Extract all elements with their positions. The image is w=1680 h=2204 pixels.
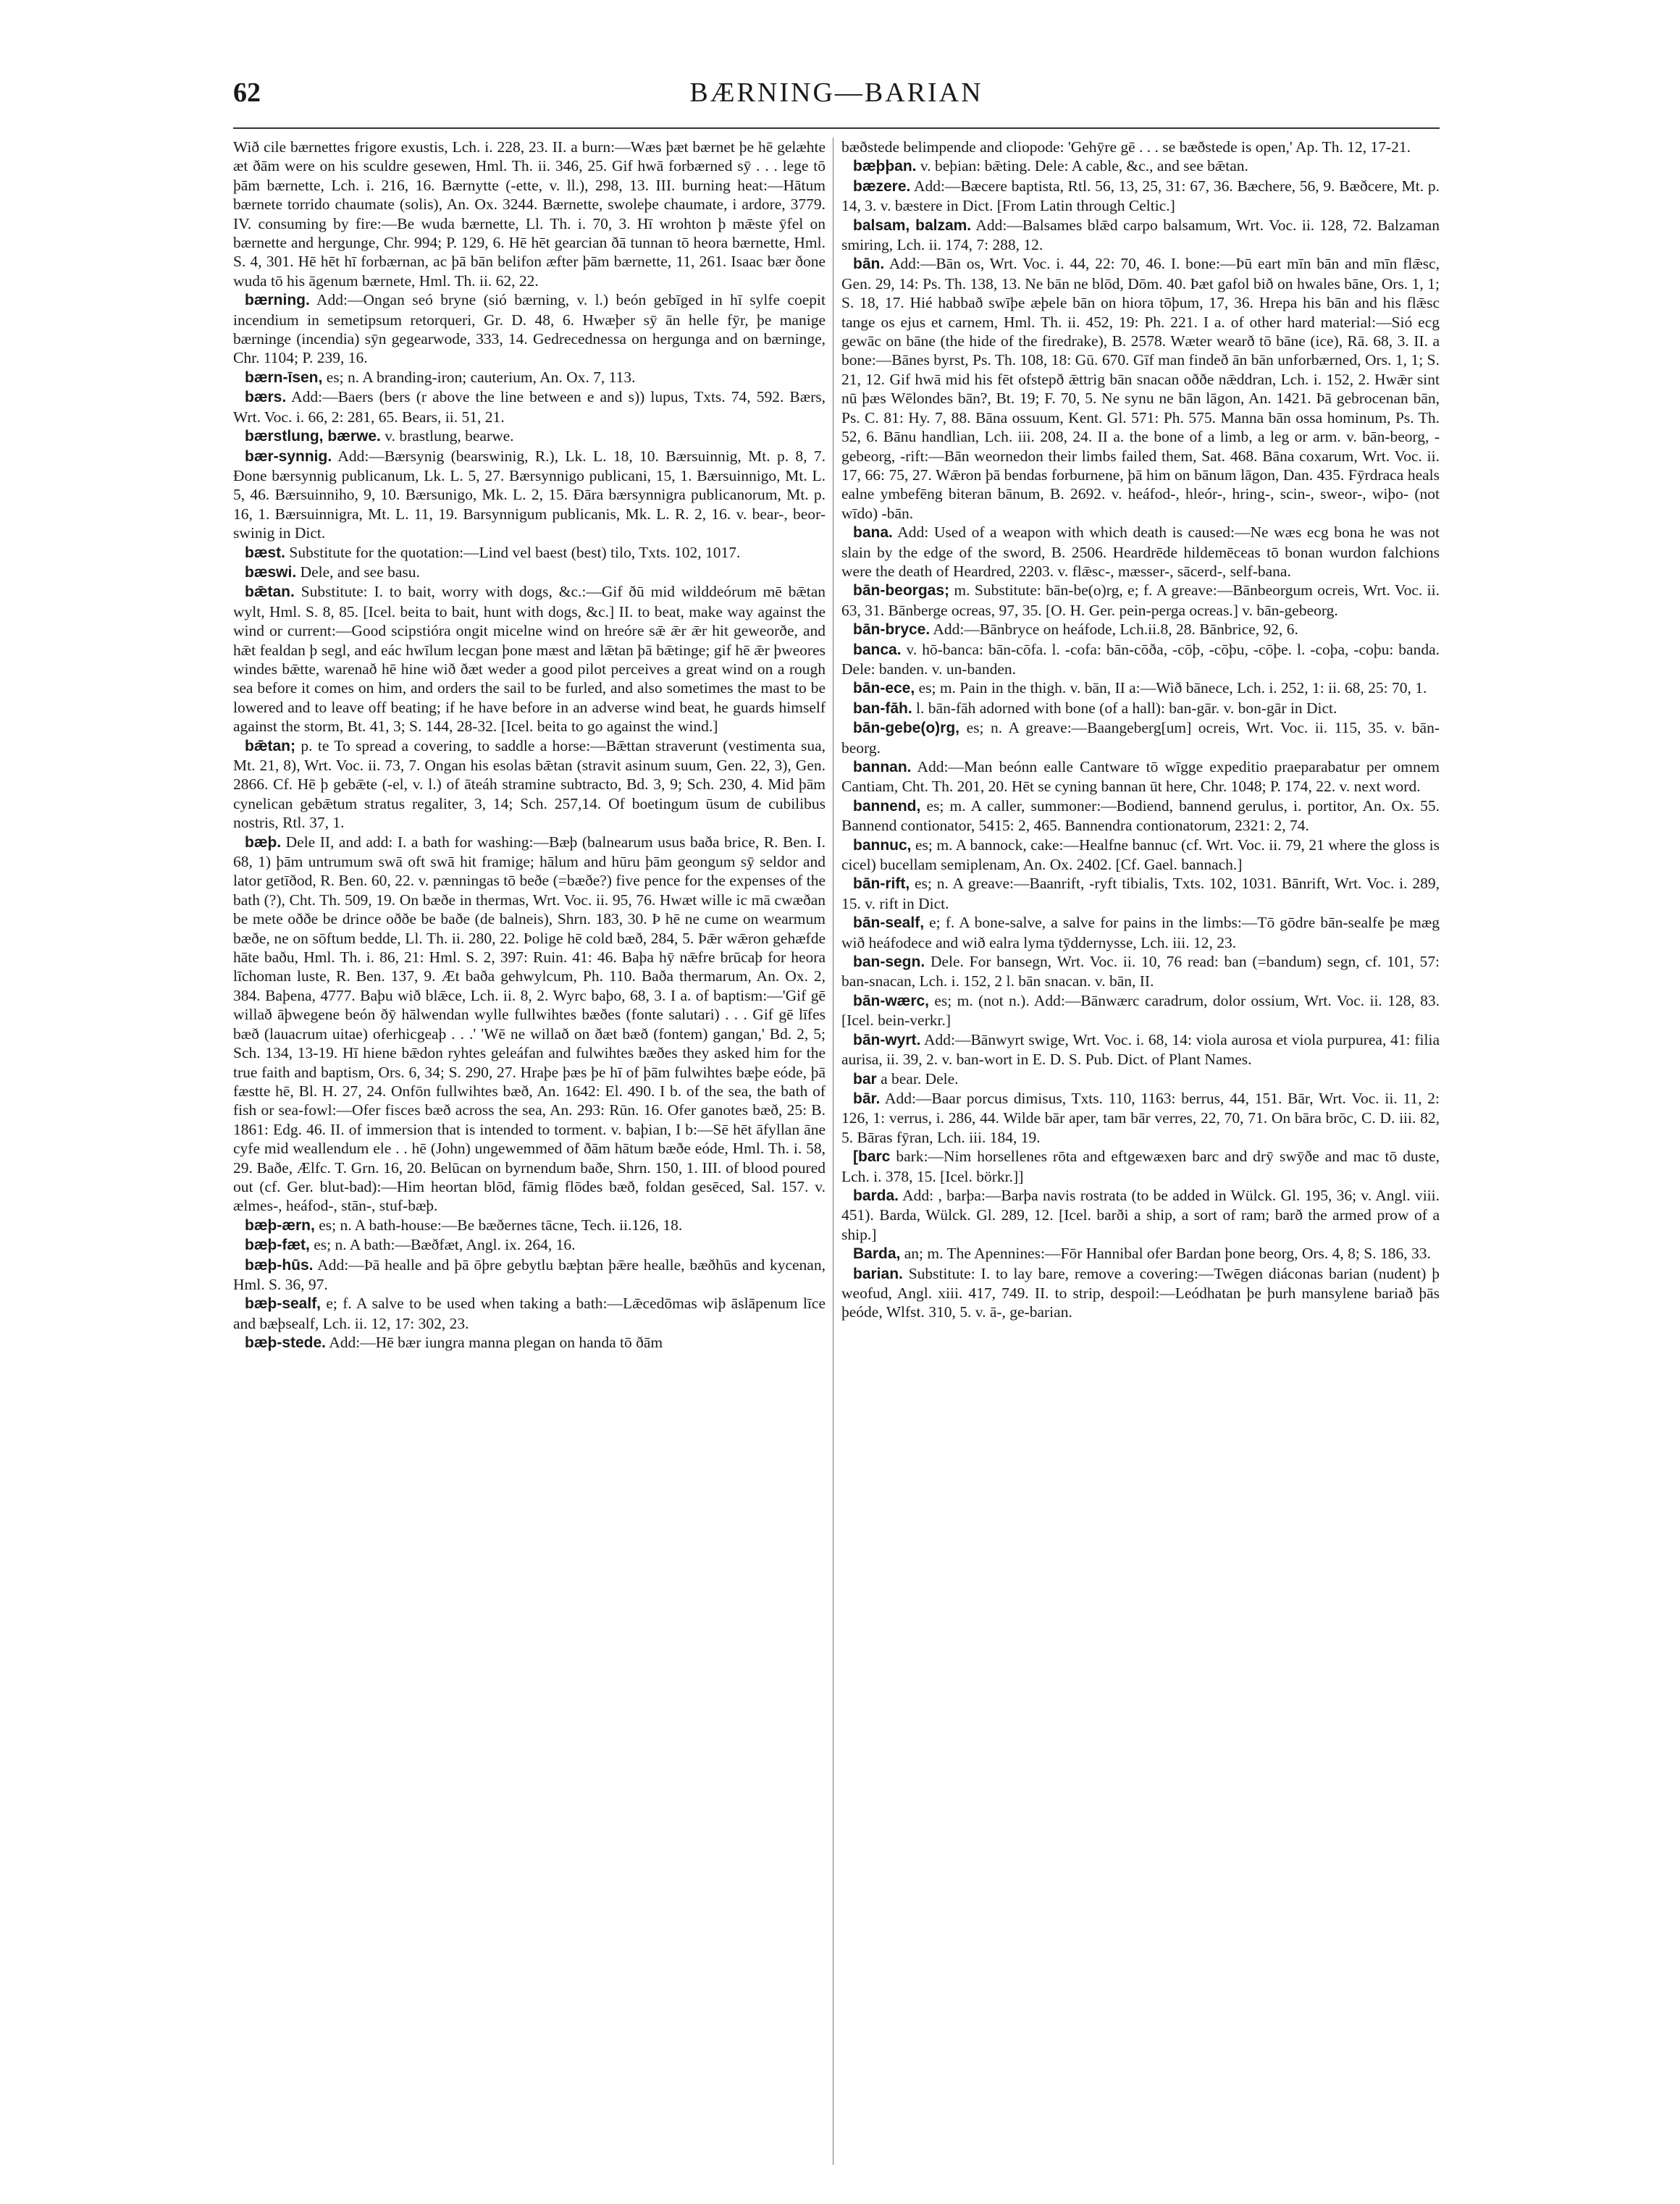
dictionary-entry [233,833,826,1216]
dictionary-entry [841,640,1440,679]
entry-text: Add: , barþa:—Barþa navis rostrata (to be added in Wülck. Gl. 195, 36; v. Angl. viii. 451). Barda, Wülck. Gl. 289, 12. [Icel. barði a ship, a sort of ram; barð the armed prow of a ship.] [841,1186,1440,1243]
entry-text: v. hō-banca: bān-cōfa. l. -cofa: bān-cōða, -cōþ, -cōþu, -cōþe. l. -coþa, -coþu: banda. Dele: banden. v. un-banden. [841,640,1440,678]
dictionary-entry [233,1333,826,1353]
entry-text: Add:—Man beónn ealle Cantware tō wīgge expeditio praeparabatur per omnem Cantiam, Cht. Th. 201, 20. Hēt se cyning bannan ūt here, Chr. 1048; P. 174, 22. v. next word. [841,758,1440,796]
entry-headword: bærn-īsen, [245,369,323,386]
dictionary-entry [841,177,1440,216]
dictionary-entry [841,836,1440,875]
entry-headword: bān-bryce. [853,621,931,639]
entry-text: e; f. A salve to be used when taking a bath:—Lǣcedōmas wiþ āslāpenum līce and bæþsealf, Lch. ii. 12, 17: 302, 23. [233,1295,826,1332]
entry-headword: bana. [853,524,893,542]
entry-text: es; n. A bath:—Bæðfæt, Angl. ix. 264, 16. [314,1236,576,1254]
dictionary-entry [841,581,1440,620]
entry-headword: bæþ-stede. [245,1334,327,1352]
entry-text: Add:—Hē bær iungra manna plegan on handa tō ðām [329,1334,663,1352]
entry-headword: bæþ-fæt, [245,1237,310,1254]
entry-headword: bærstlung, bærwe. [245,428,381,445]
entry-headword: bærning. [245,292,310,309]
dictionary-entry [841,874,1440,913]
entry-text: es; m. Pain in the thigh. v. bān, II a:—Wið bānece, Lch. i. 252, 1: ii. 68, 25: 70, 1. [918,679,1427,697]
dictionary-entry [841,1069,1440,1089]
dictionary-entry [841,757,1440,796]
dictionary-entry [233,447,826,543]
dictionary-entry [233,582,826,736]
entry-headword: bār. [853,1090,881,1107]
dictionary-entry [233,1216,826,1235]
dictionary-entry [841,699,1440,718]
entry-text: Add:—Baers (bers (r above the line between e and s)) lupus, Txts. 74, 592. Bærs, Wrt. Voc. i. 66, 2: 281, 65. Bears, ii. 51, 21. [233,388,826,426]
dictionary-entry [233,1255,826,1295]
entry-headword: bān. [853,256,885,273]
entry-text: Add:—Ongan seó bryne (sió bærning, v. l.) beón gebīged in hī sylfe coepit incendium in semetipsum retorqueri, Gr. D. 48, 6. Hwæþer sȳ ān helle fȳr, þe manige bærninge (incendia) sȳn gegearwode, 333, 14. Gedrecednessa on hergunga and on bærninge, Chr. 1104; P. 239, 16. [233,291,826,367]
entry-text: Add:—Bæcere baptista, Rtl. 56, 13, 25, 31: 67, 36. Bæchere, 56, 9. Bæðcere, Mt. p. 14, 3. v. bæstere in Dict. [From Latin through Celtic.] [841,177,1440,215]
entry-text: Add:—Bānwyrt swige, Wrt. Voc. i. 68, 14: viola aurosa et viola purpurea, 41: filia aurisa, ii. 39, 2. v. ban-wort in E. D. S. Pub. Dict. of Plant Names. [841,1030,1440,1069]
entry-headword: bærs. [245,389,287,406]
entry-text: Add:—Þā healle and þā ōþre gebytlu bæþtan þǣre healle, bæðhūs and kycenan, Hml. S. 36, 97. [233,1255,826,1293]
left-column [233,138,826,2179]
entry-headword: bān-beorgas; [853,582,950,600]
entry-headword: bannan. [853,759,912,775]
header-rule [233,127,1440,129]
entry-headword: barda. [853,1187,899,1204]
entry-headword: bæþ. [245,833,282,851]
entry-headword: bæzere. [853,177,911,195]
entry-text: Dele II, and add: I. a bath for washing:—Bæþ (balnearum usus baða brice, R. Ben. I. 68, 1) þām untrumum swā oft swā hit framige; hālum and hūru þām geongum sȳ seldor and lator getīðod, R. Ben. 60, 22. v. pænningas tō beðe (=bæðe?) five pence for the expenses of the bath (?), Cht. Th. 509, 19. On bæðe in thermas, Wrt. Voc. ii. 95, 76. Hwæt wille ic mā cwæðan be mete oððe be drince oððe be baðe (de balneis), Shrn. 183, 30. Þ hē ne cume on wearmum bæðe, ne on sōftum bedde, Ll. Th. ii. 280, 22. Þolige hē cold bæð, 284, 5. Þǣr wǣron gehæfde hāte baðu, Hml. Th. i. 86, 21: Hml. S. 2, 397: Ruin. 41: 46. Baþa hȳ nǣfre brūcaþ for heora līchoman luste, R. Ben. 137, 9. Æt baða gehwylcum, Ph. 110. Baða thermarum, An. Ox. 2, 384. Baþena, 4777. Baþu wið blǣce, Lch. ii. 8, 2. Wyrc baþo, 68, 3. I a. of baptism:—'Gif gē willað āþwegene beón ðȳ hālwendan wylle fullwihtes bæðes (fonte salutari) . . . Gif gē līfes bæð (lauacrum uitae) oferhicgeaþ . . .' 'Wē ne willað on ðæt bæð (fontem) gangan,' Bd. 2, 5; Sch. 134, 13-19. Hī hiene bǣdon ryhtes geleáfan and fulwihtes bæðes they asked him for the true faith and baptism, Ors. 6, 34; S. 290, 27. Hraþe þæs þe hī of þām fulwihtes bæþe eóde, þā fæstte hē, Bl. H. 27, 24. Onfōn fullwihtes bæð, An. 1642: El. 490. I b. of the sea, the bath of fish or sea-fowl:—Ofer fisces bæð across the sea, An. 293: Rūn. 16. Ofer ganotes bæð, 25: B. 1861: Edg. 46. II. of immersion that is intended to torment. v. baþian, I b:—Sē hēt āfyllan āne cyfe mid weallendum ele . . hē (John) ungewemmed of ðām hātum bæðe eóde, Hml. Th. i. 58, 29. Baðe, Ælfc. T. Grn. 16, 20. Belūcan on byrnendum baðe, Shrn. 150, 1. III. of blood poured out (cf. Ger. blut-bad):—Him heortan blōd, fāmig flōdes bæð, foldan gesēced, Sal. 157. v. ælmes-, heáfod-, stān-, stuf-bæþ. [233,833,826,1215]
entry-text: es; n. A branding-iron; cauterium, An. Ox. 7, 113. [326,368,636,386]
page-header [233,77,1440,120]
dictionary-entry [841,138,1440,156]
dictionary-entry [233,368,826,387]
dictionary-entry [841,1147,1440,1186]
dictionary-entry [841,952,1440,991]
entry-headword: bān-rift, [853,875,910,893]
entry-headword: bær-synnig. [245,447,332,465]
entry-text: Add:—Bærsynig (bearswinig, R.), Lk. L. 18, 10. Bærsuinnig, Mt. p. 8, 7. Ðone bærsynnig publicanum, Lk. L. 5, 27. Bærsynnigo publicani, 15, 1. Bærsuinnigo, Mt. L. 5, 46. Bærsuinniho, 9, 10. Bærsunigo, Mk. L. 2, 15. Ðāra bærsynnigra publicanorum, Mt. p. 16, 1. Bærsuinnigra, Mt. L. 11, 19. Barsynnigum publicanis, Mk. L. R. 2, 16. v. bear-, beor-swinig in Dict. [233,447,826,542]
dictionary-entry [841,796,1440,836]
entry-headword: bannuc, [853,836,912,854]
entry-text: es; m. (not n.). Add:—Bānwærc caradrum, dolor ossium, Wrt. Voc. ii. 128, 83. [Icel. bein-verkr.] [841,991,1440,1030]
entry-headword: ban-fāh. [853,699,912,717]
dictionary-entry [233,290,826,368]
dictionary-entry [233,138,826,290]
dictionary-entry [841,678,1440,698]
entry-headword: balsam, balzam. [853,216,972,234]
dictionary-entry [841,1244,1440,1263]
entry-text: Add: Used of a weapon with which death is caused:—Ne wæs ecg bona he was not slain by the edge of the sword, B. 2506. Heardrēde hildemēceas tō bonan wurdon falchions were the death of Heardred, 2203. v. flǣsc-, mæsser-, sācerd-, self-bana. [841,523,1440,580]
entry-headword: bæþ-ærn, [245,1216,315,1234]
entry-headword: bannend, [853,797,921,815]
entry-text: es; m. A caller, summoner:—Bodiend, bannend gerulus, i. portitor, An. Ox. 55. Bannend contionator, 5415: 2, 465. Bannendra contionatorum, 2321: 2, 74. [841,796,1440,835]
entry-headword: bān-gebe(o)rg, [853,720,959,737]
entry-headword: bān-wyrt. [853,1031,921,1048]
entry-headword: ban-segn. [853,954,925,971]
entry-text: Substitute for the quotation:—Lind vel baest (best) tilo, Txts. 102, 1017. [289,543,741,561]
right-column [841,138,1440,2179]
entry-text: e; f. A bone-salve, a salve for pains in the limbs:—Tō gōdre bān-sealfe þe mæg wið heáfodece and wið ealra lyma tȳddernysse, Lch. iii. 12, 23. [841,914,1440,951]
entry-text: m. Substitute: bān-be(o)rg, e; f. A greave:—Bānbeorgum ocreis, Wrt. Voc. ii. 63, 31. Bānberge ocreas, 97, 35. [O. H. Ger. pein-perga ocreas.] v. bān-gebeorg. [841,581,1440,619]
entry-headword: bæst. [245,544,286,561]
entry-text: Add:—Bān os, Wrt. Voc. i. 44, 22: 70, 46. I. bone:—Þū eart mīn bān and mīn flǣsc, Gen. 29, 14: Ps. Th. 138, 13. Ne bān ne blōd, Dōm. 40. Þæt gafol bið on hwales bāne, Ors. 1, 1; S. 18, 17. Hié habbað swīþe æþele bān on hiora tōþum, 17, 36. Hrepa his bān and his flǣsc tange os ejus et carnem, Hml. Th. ii. 452, 19: Ph. 221. I a. of other hard material:—Sió ecg gewāc on bāne (the hide of the firedrake), B. 2578. Wæter wearð tō bāne (ice), Rā. 68, 3. II. a bone:—Bānes byrst, Ps. Th. 108, 18: Gū. 670. Gīf man findeð ān bān unforbærned, Ors. 1, 1; S. 21, 12. Gif hwā mid his fēt ofstepð ǣttrig bān snacan oððe nǣddran, Lch. i. 152, 2. Hwǣr sint nū þæs Wēlondes bān?, Bt. 19; F. 70, 5. Ne synu ne bān lāgon, An. 1421. Þā gebrocenan bān, Ps. C. 81: Hy. 7, 88. Bāna ossuum, Kent. Gl. 571: Ph. 575. Manna bān ossa hominum, Ps. Th. 52, 6. Bānu handlian, Lch. iii. 208, 24. II a. the bone of a limb, a leg or arm. v. bān-beorg, -gebeorg, -rift:—Bān weornedon their limbs failed them, Sat. 468. Bāna coxarum, Wrt. Voc. ii. 17, 66: 75, 27. Wǣron þā bendas forburnene, þā him on bānum lāgon, Dan. 435. Fȳrdraca heals ealne ymbefēng biteran bānum, B. 2692. v. heáfod-, hleór-, hring-, scin-, sweor-, wiþo- (not wīdo) -bān. [841,255,1440,522]
entry-text: v. brastlung, bearwe. [385,427,514,445]
entry-headword: bān-sealf, [853,914,925,932]
dictionary-entry [841,620,1440,639]
entry-headword: barian. [853,1265,903,1282]
entry-headword: bæþ-sealf, [245,1295,322,1313]
dictionary-entry [841,1089,1440,1147]
entry-headword: Barda, [853,1245,901,1263]
entry-text: an; m. The Apennines:—Fōr Hannibal ofer Bardan þone beorg, Ors. 4, 8; S. 186, 33. [904,1245,1431,1263]
page-number: 62 [233,77,261,108]
entry-text: es; m. A bannock, cake:—Healfne bannuc (cf. Wrt. Voc. ii. 79, 21 where the gloss is cicel) bucellam semiplenam, An. Ox. 2402. [Cf. Gael. bannach.] [841,836,1440,874]
dictionary-entry [233,1235,826,1255]
entry-headword: bar [853,1070,877,1088]
entry-text: v. beþian: bǣting. Dele: A cable, &c., and see bǣtan. [920,157,1248,175]
dictionary-entry [841,254,1440,523]
entry-text: bæðstede belimpende and cliopode: 'Gehȳre gē . . . se bæðstede is open,' Ap. Th. 12, 17-21. [841,138,1411,156]
dictionary-entry [841,156,1440,176]
entry-text: es; n. A bath-house:—Be bæðernes tācne, Tech. ii.126, 18. [319,1216,683,1234]
entry-headword: [barc [853,1148,891,1166]
entry-text: Substitute: I. to lay bare, remove a covering:—Twēgen diáconas barian (nudent) þ weofud, Angl. xiii. 417, 749. II. to strip, despoil:—Leódhatan þe þurh mansylene bariað þās þeóde, Wlfst. 310, 5. v. ā-, ge-barian. [841,1264,1440,1321]
entry-headword: bān-wærc, [853,992,930,1009]
dictionary-entry [233,736,826,833]
entry-text: p. te To spread a covering, to saddle a horse:—Bǣttan straverunt (vestimenta sua, Mt. 21, 8), Wrt. Voc. ii. 73, 7. Ongan his esolas bǣtan (stravit asinum suum, Gen. 22, 3), Gen. 2866. Cf. Hē þ gebǣte (-el, v. l.) of āteáh stramine subtracto, Bd. 3, 9; Sch. 230, 4. Mid þām cynelican gebǣtum stratus regaliter, 3, 14; Sch. 257,14. Of boetingum ūsum de cubilibus nostris, Rtl. 37, 1. [233,736,826,832]
entry-text: es; n. A greave:—Baanrift, -ryft tibialis, Txts. 102, 1031. Bānrift, Wrt. Voc. i. 289, 15. v. rift in Dict. [841,875,1440,912]
entry-headword: bǣtan; [245,737,295,754]
entry-text: Add:—Bānbryce on heáfode, Lch.ii.8, 28. Bānbrice, 92, 6. [933,621,1298,639]
dictionary-entry [841,1186,1440,1244]
dictionary-entry [841,913,1440,952]
entry-text: bark:—Nim horsellenes rōta and eftgewæxen barc and drȳ swȳðe and mac tō duste, Lch. i. 378, 15. [Icel. börkr.]] [841,1148,1440,1185]
dictionary-entry [233,563,826,582]
dictionary-entry [233,387,826,426]
entry-text: es; n. A greave:—Baangeberg[um] ocreis, Wrt. Voc. ii. 115, 35. v. bān-beorg. [841,719,1440,757]
entry-text: Dele. For bansegn, Wrt. Voc. ii. 10, 76 read: ban (=bandum) segn, cf. 101, 57: ban-snacan, Lch. i. 152, 2 l. bān snacan. v. bān, II. [841,953,1440,990]
entry-text: Dele, and see basu. [300,563,420,581]
dictionary-entry [233,543,826,563]
entry-text: a bear. Dele. [881,1069,959,1088]
entry-headword: bæþ-hūs. [245,1256,314,1274]
dictionary-entry [841,523,1440,581]
entry-text: Substitute: I. to bait, worry with dogs, &c.:—Gif ðū mid wilddeórum mē bǣtan wylt, Hml. S. 8, 85. [Icel. beita to bait, hunt with dogs, &c.] II. to beat, make way against the wind or current:—Good scipstióra ongit micelne wind on hreóre sǣ ǣr ǣr hit geweorðe, and hǣt fealdan þ segl, and eác hwīlum lecgan þone mæst and lǣtan þā bǣtinge; gif hē ǣr þweores windes bǣtte, warenað hē hine wið ðæt weder a good pilot perceives a great wind on a rough sea before it comes on him, and orders the sail to be furled, and also sometimes the mast to be lowered and to leave off beating; if he have before in an adverse wind beat, he guards himself against the storm, Bt. 41, 3; S. 144, 28-32. [Icel. beita to go against the wind.] [233,583,826,736]
dictionary-entry [841,1030,1440,1069]
entry-text: Add:—Balsames blǣd carpo balsamum, Wrt. Voc. ii. 128, 72. Balzaman smiring, Lch. ii. 174, 7: 288, 12. [841,216,1440,254]
dictionary-entry [841,216,1440,255]
running-head: BÆRNING—BARIAN [689,77,983,108]
dictionary-entry [841,1264,1440,1322]
dictionary-entry [233,1294,826,1333]
entry-headword: bæþþan. [853,158,917,175]
entry-text: Wið cile bærnettes frigore exustis, Lch. i. 228, 23. II. a burn:—Wæs þæt bærnet þe hē gelæhte æt ðām were on his sculdre gesewen, Hml. Th. ii. 346, 25. Gif hwā forbærned sȳ . . . lege tō þām bærnette, Lch. i. 216, 16. Bærnytte (-ette, v. ll.), 298, 13. III. burning heat:—Hātum bærnete torrido chaumate (solis), An. Ox. 3244. Bærnette, swoleþe chaumate, i ardore, 3779. IV. consuming by fire:—Be wuda bærnette, Ll. Th. i. 70, 3. Hī wrohton þ mǣste ȳfel on bærnette and hergunge, Chr. 994; P. 129, 6. Hē hēt gearcian ðā tunnan tō heora bærnette, Hml. S. 4, 301. Hē hēt hī forbærnan, ac þā bān belifon æfter þām bærnette, 11, 261. Isaac bær ðone wuda tō his āgenum bærnete, Hml. Th. ii. 62, 22. [233,138,826,290]
entry-headword: bān-ece, [853,680,915,697]
entry-text: Add:—Baar porcus dimisus, Txts. 110, 1163: berrus, 44, 151. Bār, Wrt. Voc. ii. 11, 2: 126, 1: verrus, i. 286, 44. Wilde bār aper, tam bār verres, 22, 70, 71. On bāra brōc, C. D. iii. 82, 5. Bāras fȳran, Lch. iii. 184, 19. [841,1089,1440,1146]
dictionary-entry [841,718,1440,757]
dictionary-entry [841,991,1440,1030]
entry-headword: bǣtan. [245,584,295,601]
entry-text: l. bān-fāh adorned with bone (of a hall): ban-gār. v. bon-gār in Dict. [916,699,1337,717]
entry-headword: bæswi. [245,563,297,581]
entry-headword: banca. [853,641,902,658]
dictionary-entry [233,426,826,446]
